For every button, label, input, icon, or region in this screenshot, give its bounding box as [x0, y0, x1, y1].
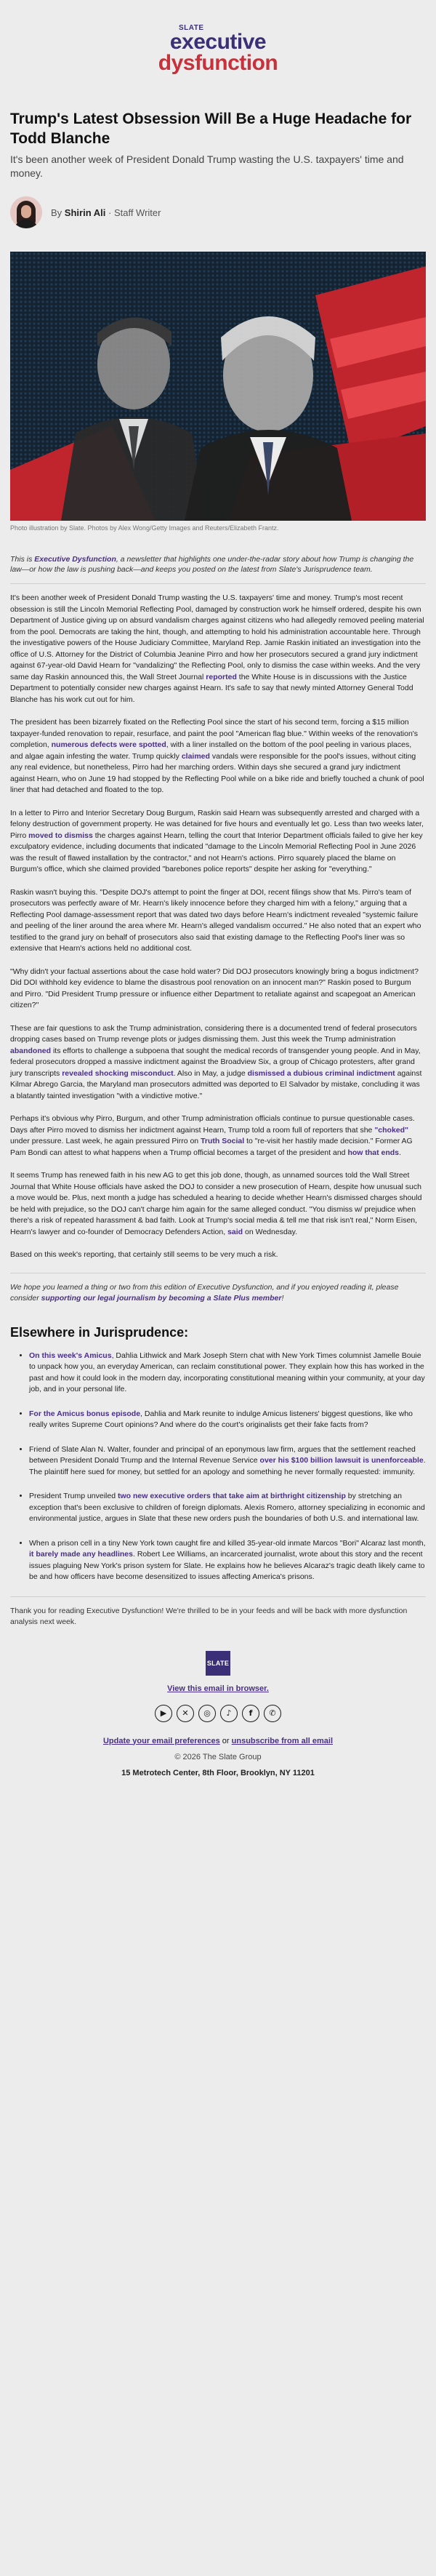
- p2-link[interactable]: numerous defects were spotted: [51, 740, 166, 749]
- photo-caption: Photo illustration by Slate. Photos by Alex Wong/Getty Images and Reuters/Elizabeth Frantz.: [10, 524, 279, 532]
- byline-text: [51, 207, 161, 218]
- x-icon[interactable]: ✕: [177, 1705, 194, 1722]
- article-body: [10, 593, 426, 1261]
- divider: [10, 583, 426, 584]
- byline: [10, 195, 426, 230]
- elsewhere-title: Elsewhere in Jurisprudence:: [10, 1324, 189, 1340]
- social-links: [10, 1705, 426, 1722]
- masthead[interactable]: [0, 0, 436, 73]
- slate-brand: SLATE: [179, 24, 204, 32]
- slate-plus-link[interactable]: supporting our legal journalism by becoming a Slate Plus member: [41, 1293, 282, 1303]
- item-inline-link[interactable]: it barely made any headlines: [29, 1550, 133, 1559]
- item-text-tail: . The plaintiff here sued for money, but settled for an apology and something he never formally requested: immunity.: [29, 1456, 426, 1476]
- paragraph-2: [10, 717, 426, 796]
- p7-text-b: under pressure. Last week, he again pressured Pirro on: [10, 1137, 199, 1145]
- paragraph-9: Based on this week's reporting, that certainly still seems to be very much a risk.: [10, 1250, 278, 1259]
- p1-text: It's been another week of President Donald Trump wasting the U.S. taxpayers' time and money. Trump's most recent obsession is still the Lincoln Memorial Reflecting Pool, damaged by construction work he himself ordered, despite his own Department of Justice giving up on absurd vandalism charges against citizens who had allegedly removed peeling material from the pool. Democrats are taking the hint, though, and attempting to hold his administration accountable here. Through the investigative powers of the House Judiciary Committee, Maryland Rep. Jamie Raskin initiated an investigation into the office of U.S. Attorney for the District of Columbia Jeanine Pirro and how her prosecutors secured a grand jury indictment against 67-year-old David Hearn for "vandalizing" the Reflecting Pool, only to dismiss the case within weeks. And the very same day Raskin announced this, the Wall Street Journal: [10, 593, 424, 681]
- item-inline-link[interactable]: two new executive orders that take aim at birthright citizenship: [117, 1492, 346, 1500]
- p2-text-b: , with a liner installed on the bottom of the pool peeling in various places, and algae again infesting the water. Trump quickly: [10, 740, 412, 761]
- newsletter-title-line1: executive: [169, 30, 267, 54]
- paragraph-6: [10, 1023, 426, 1103]
- item-text-tail: . Robert Lee Williams, an incarcerated journalist, wrote about this story and the recent issues plaguing New York's prison system for Slate. He explains how he believes Alcaraz's tragic death likely came to be and how officers have become desensitized to issues affecting America's prisons.: [29, 1550, 425, 1581]
- p7-link-3[interactable]: how that ends: [347, 1148, 400, 1157]
- paragraph-8: [10, 1170, 426, 1238]
- p7-text-a: Perhaps it's obvious why Pirro, Burgum, and other Trump administration officials continue to pursue questionable cases. Days after Pirro moved to dismiss her indictment against Hearn, Trump told a room full of reporters that she: [10, 1114, 415, 1135]
- p7-link-1[interactable]: "choked": [374, 1125, 409, 1135]
- list-item: [29, 1444, 426, 1479]
- elsewhere-list: [10, 1351, 426, 1583]
- view-in-browser-link[interactable]: View this email in browser.: [167, 1684, 269, 1693]
- p1-text-end: the White House is in discussions with the Justice Department to potentially consider new charges against Hearn. It's safe to say that newly minted Attorney General Todd Blanche has his work cut out for him.: [10, 672, 413, 704]
- dek: It's been another week of President Donald Trump wasting the U.S. taxpayers' time and money.: [10, 153, 404, 179]
- email-preferences: [10, 1737, 426, 1745]
- address: 15 Metrotech Center, 8th Floor, Brooklyn, NY 11201: [121, 1768, 315, 1777]
- item-text: President Trump unveiled: [29, 1492, 118, 1500]
- author-avatar: [10, 196, 42, 228]
- p7-link-2[interactable]: Truth Social: [201, 1137, 245, 1145]
- paragraph-4: Raskin wasn't buying this. "Despite DOJ's attempt to point the finger at DOI, recent filings show that Ms. Pirro's team of prosecutors was perfectly aware of Mr. Hearn's likely innocence before they charged him with a felony," arguing that a Reflecting Pool damage-assessment report that was dated two days before Hearn's indictment revealed "systemic failure and peeling of the liner around the area where Mr. Hearn's alleged vandalism occurred." He also noted that an expert who testified to the grand jury on behalf of prosecutors also said that existing damage to the Reflecting Pool's liner was so extensive that Hearn's actions held no additional cost.: [10, 887, 421, 953]
- promo-text-1: We hope you learned a thing or two from this edition of Executive Dysfunction, and if you enjoyed reading it, please consider: [10, 1282, 399, 1303]
- item-lead-link[interactable]: For the Amicus bonus episode: [29, 1409, 141, 1418]
- paragraph-5: "Why didn't your factual assertions about the case hold water? Did DOJ prosecutors knowingly bring a bogus indictment? Did DOI withhold key evidence to blame the disastrous pool renovation on an innocent man?" Raskin posed to Burgum and Pirro. "Did President Trump pressure or influence either Department to retaliate against and scapegoat an American citizen?": [10, 967, 419, 1009]
- p8-text-b: on Wednesday.: [245, 1227, 298, 1236]
- intro-text-1: This is: [10, 555, 35, 564]
- facebook-icon[interactable]: f: [242, 1705, 259, 1722]
- list-item: [29, 1538, 426, 1583]
- item-lead-link[interactable]: On this week's Amicus: [29, 1351, 112, 1360]
- divider: [10, 1596, 426, 1597]
- p2-text-a: The president has been bizarrely fixated on the Reflecting Pool since the start of his second term, forcing a $15 million taxpayer-funded renovation to repair, resurface, and paint the pool "American flag blue." Within weeks of the renovation's completion,: [10, 718, 419, 749]
- p2-text-c: vandals were responsible for the pool's issues, without citing any real evidence, but nonetheless, Pirro had her marching orders. Within days she secured a grand jury indictment against Hearn, who on June 19 had stopped by the Reflecting Pool while on a bike ride and briefly touched a chunk of pool liner that had detached and floated to the top.: [10, 751, 424, 794]
- author-name[interactable]: Shirin Ali: [64, 207, 106, 218]
- p6-text-d: against Kilmar Abrego Garcia, the Maryland man prosecutors admitted was deported to El Salvador by mistake, concluding it was a blatantly tainted investigation "with a vindictive motive.": [10, 1068, 422, 1100]
- list-item: [29, 1491, 426, 1525]
- paragraph-7: [10, 1113, 426, 1159]
- slate-footer-logo[interactable]: SLATE: [206, 1651, 230, 1676]
- p2-link-2[interactable]: claimed: [181, 751, 210, 761]
- whatsapp-icon[interactable]: ✆: [264, 1705, 281, 1722]
- instagram-icon[interactable]: ◎: [198, 1705, 216, 1722]
- newsletter-title-line2: dysfunction: [158, 51, 278, 75]
- p3-text-b: the charges against Hearn, telling the court that Interior Department officials failed to give her key exculpatory evidence, including documents that indicated "damage to the Lincoln Memorial Reflecting Pool in June 2026 was the result of flawed installation by the contractor," and not Hearn's actions. Pirro squarely placed the blame on Burgum's office, which she claimed provided "barebones police reports" despite her asking for "everything.": [10, 831, 423, 873]
- list-item: [29, 1351, 426, 1396]
- p6-link-3[interactable]: dismissed a dubious criminal indictment: [247, 1068, 395, 1078]
- p1-link[interactable]: reported: [206, 672, 237, 681]
- item-inline-link[interactable]: over his $100 billion lawsuit is unenforceable: [259, 1456, 424, 1465]
- footer: [10, 1651, 426, 1777]
- newsletter-intro: [10, 554, 426, 575]
- item-text: , Dahlia and Mark reunite to indulge Amicus listeners' biggest questions, like who really writes Supreme Court opinions? And where do the court's originalists get their fake facts from?: [29, 1409, 413, 1429]
- promo-text-2: !: [281, 1293, 284, 1303]
- item-text: , Dahlia Lithwick and Mark Joseph Stern chat with New York Times columnist Jamelle Bouie to unpack how you, an everyday American, can reclaim constitutional power. They explain how this has worked in the past and how it could look in the modern day, incorporating constitutional meaning within your community, at your day job, and in your personal life.: [29, 1351, 425, 1393]
- item-text: Friend of Slate Alan N. Walter, founder and principal of an eponymous law firm, argues that the settlement reached between President Donald Trump and the Internal Revenue Service: [29, 1444, 416, 1465]
- unsubscribe-link[interactable]: unsubscribe from all email: [231, 1736, 334, 1745]
- paragraph-3: [10, 808, 426, 876]
- p7-text-d: .: [399, 1148, 401, 1157]
- copyright: © 2026 The Slate Group: [174, 1752, 262, 1761]
- article-content: [0, 109, 436, 1777]
- intro-text-2: , a newsletter that highlights one under-the-radar story about how Trump is changing the law—or how the law is pushing back—and keeps you posted on the latest from Slate's Jurisprudence team.: [10, 555, 414, 574]
- p8-text-a: It seems Trump has renewed faith in his new AG to get this job done, though, as unnamed sources told the Wall Street Journal that White House officials have asked the DOJ to consider a new prosecution of Hearn, despite how unusual such a move would be. Plus, next month a judge has scheduled a hearing to decide whether Hearn's dismissed charges should be held with prejudice, so the DOJ can't charge him again for the same alleged conduct. "You dismiss w/ prejudice when there's a risk of repeated harassment & bad faith. Look at Trump's social media & tell me that risk isn't real," Norm Eisen, Hearn's lawyer and co-founder of Democracy Defenders Action,: [10, 1171, 422, 1236]
- hero-illustration-svg: [10, 252, 426, 521]
- manage-or: or: [219, 1736, 232, 1745]
- headline: Trump's Latest Obsession Will Be a Huge Headache for Todd Blanche: [10, 111, 412, 147]
- hero-photo-illustration[interactable]: [10, 252, 426, 521]
- p3-text-a: In a letter to Pirro and Interior Secretary Doug Burgum, Raskin said Hearn was subsequently arrested and charged with a felony destruction of government property. He was detained for five hours and eventually let go. Less than two weeks later, Pirro: [10, 808, 424, 840]
- youtube-icon[interactable]: ▶: [155, 1705, 172, 1722]
- p8-link[interactable]: said: [227, 1227, 243, 1236]
- intro-link[interactable]: Executive Dysfunction: [34, 555, 116, 564]
- author-role: · Staff Writer: [108, 207, 161, 218]
- p6-text-c: . Also in May, a judge: [173, 1068, 246, 1078]
- p6-link-1[interactable]: abandoned: [10, 1046, 52, 1055]
- p3-link[interactable]: moved to dismiss: [28, 831, 93, 840]
- byline-prefix: By: [51, 207, 62, 218]
- update-preferences-link[interactable]: Update your email preferences: [102, 1736, 220, 1745]
- p6-text-b: its efforts to challenge a subpoena that sought the medical records of transgender young people. And in May, federal prosecutors dropped a massive indictment against the Broadview Six, a group of Chicago protesters, after grand jury transcripts: [10, 1046, 421, 1078]
- item-text: When a prison cell in a tiny New York town caught fire and killed 35-year-old inmate Marcos "Bori" Alcaraz last month,: [29, 1538, 426, 1548]
- slate-plus-promo: [10, 1282, 426, 1304]
- tiktok-icon[interactable]: ♪: [220, 1705, 238, 1722]
- list-item: [29, 1409, 426, 1431]
- thanks-note: Thank you for reading Executive Dysfunction! We're thrilled to be in your feeds and will be back with more dysfunction analysis next week.: [10, 1606, 408, 1626]
- p6-link-2[interactable]: revealed shocking misconduct: [62, 1068, 174, 1078]
- p6-text-a: These are fair questions to ask the Trump administration, considering there is a documented trend of federal prosecutors dropping cases based on Trump revenge plots or judges dismissing them. Just this week the Trump administration: [10, 1023, 417, 1044]
- p7-text-c: to "re-visit her hastily made decision." Former AG Pam Bondi can attest to what happens when a Trump official becomes a target of the president and: [10, 1137, 413, 1157]
- paragraph-1: [10, 593, 426, 705]
- item-text-tail: by stretching an exception that's been exclusive to children of foreign diplomats. Alexis Romero, attorney specializing in economic and environmental justice, argues in Slate that these new orders push the boundaries of both U.S. and international law.: [29, 1492, 425, 1523]
